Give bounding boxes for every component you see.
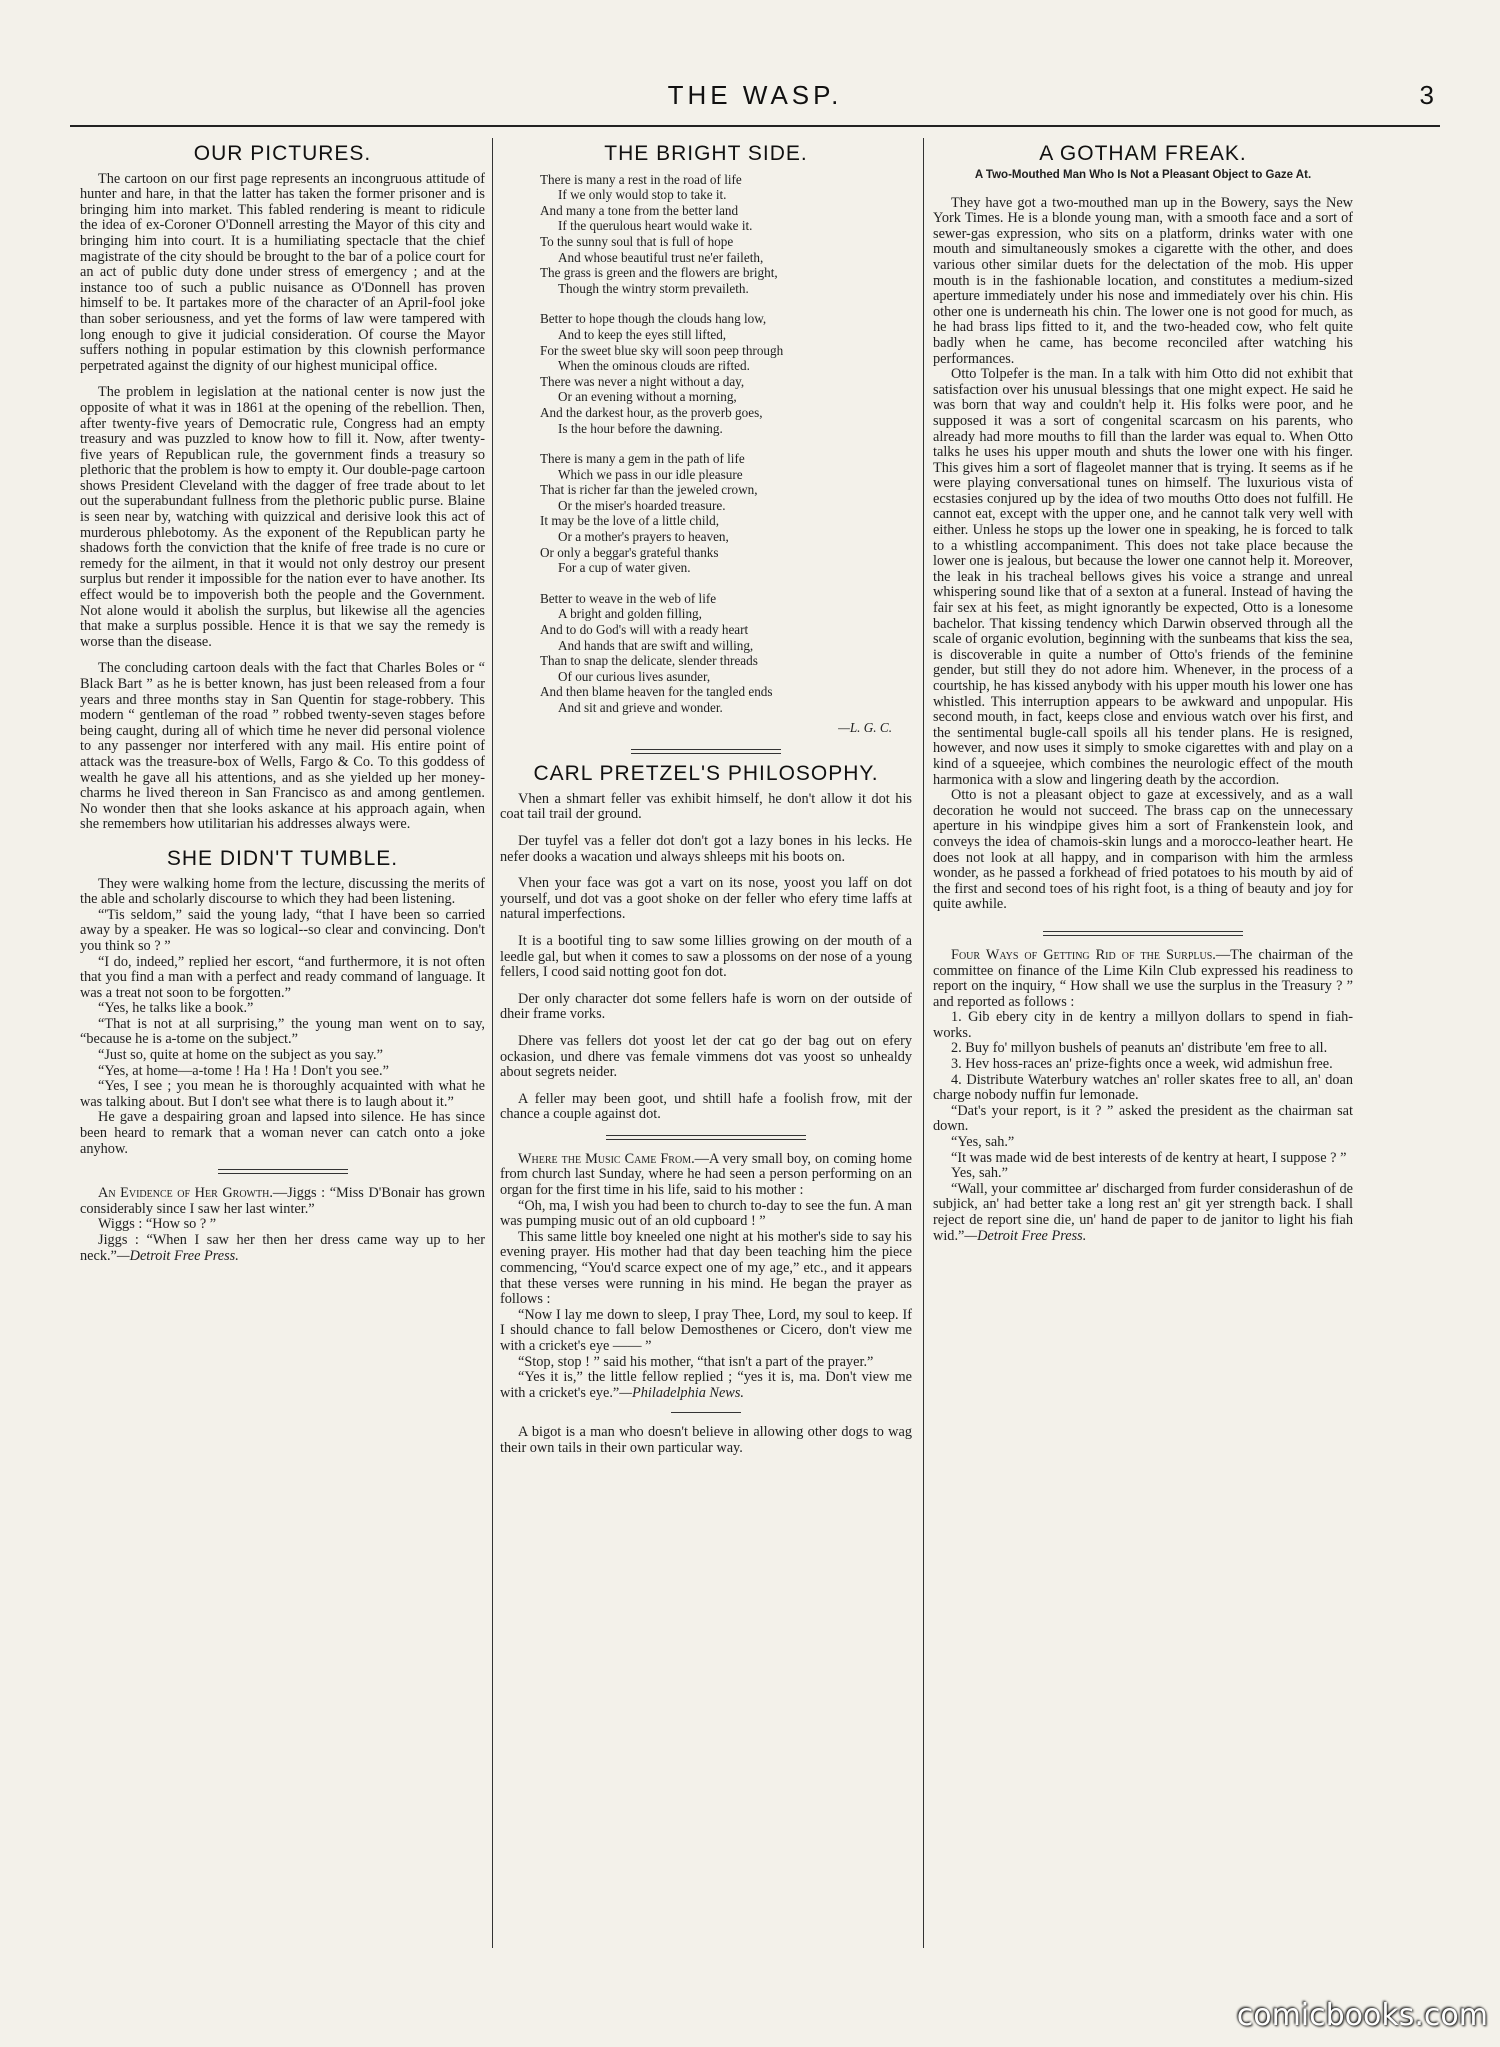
paragraph-surplus-end [933, 1182, 1353, 1244]
paragraph: Yes, sah.” [951, 1165, 1008, 1182]
paragraph: The cartoon on our first page represents an incongruous attitude of hunter and hare, in that the latter has taken the former prisoner and is bringing him into market. This fabled rendering is meant to ridicule the idea of ex-Coroner O'Donnell arresting the Mayor of this city and bringing him into court. It is a humiliating spectacle that the chief magistrate of the city should be brought to the bar of a police court for an act of public duty done under stress of emergency ; and at the instance too of such a public nuisance as O'Donnell has proven himself to be. It partakes more of the character of an April-fool joke than sober seriousness, and yet the forms of law were tampered with long enough to give it judicial consideration. Of course the Mayor suffers nothing in popular estimation by this clownish performance perpetrated against the dignity of our highest municipal office. [80, 170, 485, 374]
paragraph-evidence [80, 1186, 485, 1217]
item-lead: Four Ways of Getting Rid of the Surplus. [951, 946, 1216, 963]
list-item: 3. Hev hoss-races an' prize-fights once a week, wid admishun free. [951, 1056, 1333, 1073]
column-left [80, 140, 485, 1940]
paragraph: The problem in legislation at the national center is now just the opposite of what it was in 1861 at the opening of the rebellion. Then, after twenty-five years of Democratic rule, Congress had an empty treasury and was puzzled to know how to fill it. Now, after twenty-five years of Republican rule, the government finds a treasury so plethoric that the problem is how to empty it. Our double-page cartoon shows President Cleveland with the dagger of free trade about to let out the superabundant fullness from the plethoric public purse. Blaine is seen near by, watching with quizzical and derisive look this act of murderous phlebotomy. As the exponent of the Republican party he shadows forth the conviction that the knife of free trade is no cure or remedy for the ailment, in that it would not only destroy our present surplus but render it impossible for the nation ever to have another. Its effect would be to impoverish both the people and the Government. Not alone would it abolish the surplus, but likewise all the agencies that make a surplus possible. Hence it is that we say the remedy is worse than the disease. [80, 384, 485, 650]
item-lead: Where the Music Came From. [518, 1150, 695, 1167]
header-rule [70, 125, 1440, 127]
poem-line: Is the hour before the dawning. [558, 420, 723, 436]
item-text: —A very small boy, on coming home from church last Sunday, where he had seen a person performing on an organ for the first time in his life, said to his mother : [500, 1150, 912, 1199]
column-middle [500, 140, 912, 1940]
paragraph: Der tuyfel vas a feller dot don't got a lazy bones in his lecks. He nefer dooks a wacation und always shleeps mit his boots on. [500, 832, 912, 865]
paragraph: Vhen your face was got a vart on its nose, yoost you laff on dot yourself, und dot vas a goot shoke on der feller who efery time laffs at natural imperfections. [500, 875, 912, 923]
source-credit: —Philadelphia News. [619, 1384, 744, 1401]
subheadline: A Two-Mouthed Man Who Is Not a Pleasant Object to Gaze At. [974, 168, 1312, 181]
poem-line: To the sunny soul that is full of hope [540, 233, 734, 249]
poem-line: For the sweet blue sky will soon peep through [540, 342, 784, 358]
poem-line: Better to weave in the web of life [540, 590, 717, 606]
poem-line: And whose beautiful trust ne'er faileth, [558, 249, 764, 265]
column-divider-2 [923, 138, 924, 1948]
paragraph: “Dat's your report, is it ? ” asked the president as the chairman sat down. [933, 1102, 1353, 1135]
poem-line: And hands that are swift and willing, [558, 637, 754, 653]
paragraph: The concluding cartoon deals with the fact that Charles Boles or “ Black Bart ” as he is better known, has just been released from a four years and three months stay in San Quentin for stage-robbery. This modern “ gentleman of the road ” robbed twenty-seven stages before being caught, during all of which time he never did personal violence to any passenger nor interfered with any mail. His entire point of attack was the treasure-box of Wells, Fargo & Co. To this goddess of wealth he gave all his attentions, and as she yielded up her money-charms he lived thereon in San Francisco as and among gentlemen. No wonder then that she looks askance at his approach again, when she remembers how utilitarian his addresses always were. [80, 660, 485, 833]
source-credit: —Detroit Free Press. [964, 1227, 1087, 1244]
paragraph: Der only character dot some fellers hafe is worn on der outside of dheir frame vorks. [500, 990, 912, 1023]
paragraph: “That is not at all surprising,” the young man went on to say, “because he is a-tome on the subject.” [80, 1015, 485, 1048]
column-right [933, 140, 1353, 1940]
paragraph: “Yes, at home—a-tome ! Ha ! Ha ! Don't you see.” [98, 1062, 389, 1079]
poem-line: The grass is green and the flowers are bright, [540, 265, 778, 281]
paragraph: A feller may been goot, und shtill hafe a foolish frow, mit der chance a couple against dot. [500, 1090, 912, 1123]
paragraph: Otto Tolpefer is the man. In a talk with him Otto did not exhibit that satisfaction over his unusual blessings that one might expect. He said he was born that way and couldn't help it. His folks were poor, and he supposed it was a sort of congenital scarcasm on his parents, who already had more mouths to fill than the larder was equal to. When Otto talks he uses his upper mouth and shuts the lower one with his finger. This gives him a sort of flageolet manner that is trying. It seems as if he were playing conversational tunes on himself. The luxurious vista of ecstasies conjured up by the idea of two mouths Otto does not fulfill. He cannot eat, except with the upper one, and he cannot talk very well with either. Unless he stops up the lower one in speaking, he is forced to talk to a whistling accompaniment. This does not take place because the lower one is jealous, but because the lower one cannot help it. Moreover, the leak in his tracheal bellows gives his voice a strange and unreal whispering sound like that of a sexton at a funeral. Instead of having the fair sex at his feet, as might ignorantly be expected, Otto is a lonesome bachelor. That kissing tendency which Darwin observed through all the scale of organic evolution, beginning with the sunbeams that kiss the sea, is discoverable in quite a number of Otto's friends of the feminine gender, but still they do not adore him. Whenever, in the process of a courtship, he has kissed anybody with his upper mouth his lower one has whistled. This interruption appears to be awkward and unpopular. His second mouth, in fact, keeps close and envious watch over his first, and the sentimental bugle-call spoils all his tender plans. He is resigned, however, and now uses it simply to smoke cigarettes with and play on a kind of a squeejee, which combines the neurologic effect of the mouth harmonica with a slow and lingering death by the accordion. [933, 366, 1353, 788]
item-text: “Yes it is,” the little fellow replied ; “yes it is, ma. Don't view me with a cricket's eye.” [500, 1369, 912, 1401]
paragraph: “'Tis seldom,” said the young lady, “that I have been so carried away by a speaker. He was so logical--so clear and convincing. Don't you think so ? ” [80, 906, 485, 954]
paragraph: “Stop, stop ! ” said his mother, “that isn't a part of the prayer.” [518, 1353, 874, 1370]
poem-line: There is many a rest in the road of life [540, 171, 742, 187]
paragraph: He gave a despairing groan and lapsed into silence. He has since been heard to remark that a woman never can catch onto a joke anyhow. [80, 1109, 485, 1157]
poem-line: And then blame heaven for the tangled ends [540, 684, 773, 700]
paragraph: It is a bootiful ting to saw some lillies growing on der mouth of a leedle gal, but when it comes to saw a plossoms on der nose of a young fellers, I cood said notting goot fon dot. [500, 932, 912, 981]
headline-our-pictures: OUR PICTURES. [193, 142, 372, 165]
section-divider [1043, 931, 1243, 936]
list-item: 4. Distribute Waterbury watches an' roller skates free to all, an' doan charge nobody nuffin fur lemonade. [933, 1071, 1353, 1104]
stanza [540, 172, 912, 297]
paragraph: They were walking home from the lecture, discussing the merits of the able and scholarly discourse to which they had been listening. [80, 875, 485, 908]
poem-line: That is richer far than the jeweled crown, [540, 482, 758, 498]
paragraph: Vhen a shmart feller vas exhibit himself, he don't allow it dot his coat tail trail der ground. [500, 790, 912, 823]
paragraph: They have got a two-mouthed man up in the Bowery, says the New York Times. He is a blonde young man, with a smooth face and a sort of sewer-gas expression, who sits on a platform, drinks water with one mouth and simultaneously smokes a cigarette with the other, and does various other similar duets for the delectation of the mob. His upper mouth is in the fashionable location, and constitutes a medium-sized aperture immediately under his nose and immediately over his chin. His other one is underneath his chin. The lower one is not good for much, as he had brass lips fitted to it, and the two-headed cow, who felt quite badly when he came, has become reconciled after watching his performances. [933, 194, 1353, 367]
section-divider [671, 1412, 741, 1413]
paragraph: “I do, indeed,” replied her escort, “and furthermore, it is not often that you find a man with a perfect and ready command of language. It was a treat not soon to be forgotten.” [80, 953, 485, 1001]
stanza [540, 451, 912, 576]
poem-line: Which we pass in our idle pleasure [558, 466, 743, 482]
paragraph: “Yes, he talks like a book.” [98, 1000, 254, 1017]
paragraph: Wiggs : “How so ? ” [98, 1216, 217, 1233]
running-head [70, 80, 1440, 120]
paragraph: Dhere vas fellers dot yoost let der cat go der bag out on efery ockasion, und dhere vas female vimmens dot vas yoost so unhealdy about segrets neider. [500, 1032, 912, 1081]
item-text: —The chairman of the committee on finance of the Lime Kiln Club expressed his readiness to report on the inquiry, “ How shall we use the surplus in the Treasury ? ” and reported as follows : [933, 946, 1353, 1010]
stanza [540, 311, 912, 436]
paragraph: “Just so, quite at home on the subject as you say.” [98, 1047, 383, 1064]
item-text: “Wall, your committee ar' discharged from furder considerashun of de subjick, an' had better take a long rest an' git yer strength back. I shall reject de report sine die, un' hand de paper to de janitor to light his fiah wid.” [933, 1180, 1353, 1244]
poem-line: Though the wintry storm prevaileth. [558, 280, 749, 296]
watermark: comicbooks.com [1236, 1998, 1488, 2033]
poem-line: It may be the love of a little child, [540, 513, 720, 529]
headline-bright-side: THE BRIGHT SIDE. [604, 142, 808, 165]
poem-line: And many a tone from the better land [540, 202, 739, 218]
poem-line: Or a mother's prayers to heaven, [558, 529, 729, 545]
paragraph-surplus [933, 948, 1353, 1010]
paragraph-music-end [500, 1370, 912, 1401]
headline-pretzel: CARL PRETZEL'S PHILOSOPHY. [533, 762, 879, 786]
poem-line: If we only would stop to take it. [558, 187, 727, 203]
paragraph: “Now I lay me down to sleep, I pray Thee, Lord, my soul to keep. If I should chance to fall below Demosthenes or Cicero, don't view me with a cricket's eye —— ” [500, 1306, 912, 1354]
paragraph-bigot: A bigot is a man who doesn't believe in allowing other dogs to wag their own tails in their own particular way. [500, 1424, 912, 1456]
column-divider-1 [492, 138, 493, 1948]
headline-gotham-freak: A GOTHAM FREAK. [1039, 142, 1247, 165]
poem-line: Or an evening without a morning, [558, 389, 737, 405]
item-text: —Jiggs : “Miss D'Bonair has grown considerably since I saw her last winter.” [80, 1185, 485, 1217]
paragraph: This same little boy kneeled one night at his mother's side to say his evening prayer. His mother had that day been teaching him the piece commencing, “You'd scarce expect one of my age,” etc., and it appears that these verses were running in his mind. He began the prayer as follows : [500, 1228, 912, 1308]
poem-line: Or only a beggar's grateful thanks [540, 544, 719, 560]
list-item: 2. Buy fo' millyon bushels of peanuts an' distribute 'em free to all. [951, 1040, 1328, 1057]
item-lead: An Evidence of Her Growth. [98, 1185, 273, 1202]
poem-line: There was never a night without a day, [540, 373, 745, 389]
source-credit: —Detroit Free Press. [116, 1247, 239, 1264]
poem [540, 172, 912, 736]
list-item: 1. Gib ebery city in de kentry a millyon dollars to spend in fiah-works. [933, 1009, 1353, 1041]
poem-signature: —L. G. C. [838, 719, 892, 735]
poem-line: When the ominous clouds are rifted. [558, 358, 750, 374]
poem-line: Of our curious lives asunder, [558, 668, 711, 684]
poem-line: Better to hope though the clouds hang low, [540, 311, 767, 327]
section-divider [631, 749, 781, 754]
paragraph-evidence-end [80, 1233, 485, 1264]
poem-line: For a cup of water given. [558, 560, 691, 576]
masthead: THE WASP. [667, 80, 843, 110]
item-text: Jiggs : “When I saw her then her dress came way up to her neck.” [80, 1232, 485, 1264]
section-divider [218, 1169, 348, 1174]
paragraph: Otto is not a pleasant object to gaze at excessively, and as a wall decoration he would not succeed. The brass cap on the unnecessary aperture in his windpipe gives him a sort of Frankenstein look, and conveys the idea of chamois-skin lungs and a morocco-leather heart. He does not look at all happy, and in comparison with him the armless wonder, as he passed a forkhead of fried potatoes to his mouth by aid of the first and second toes of his right foot, is a thing of beauty and joy for quite awhile. [933, 787, 1353, 913]
section-divider [606, 1135, 806, 1140]
paragraph: “Yes, I see ; you mean he is thoroughly acquainted with what he was talking about. But I don't see what there is to laugh about it.” [80, 1078, 485, 1110]
paragraph: “It was made wid de best interests of de kentry at heart, I suppose ? ” [951, 1149, 1347, 1166]
paragraph-music [500, 1152, 912, 1199]
poem-line: And to do God's will with a ready heart [540, 622, 749, 638]
poem-line: A bright and golden filling, [558, 606, 702, 622]
poem-line: And the darkest hour, as the proverb goes, [540, 404, 763, 420]
paragraph: “Oh, ma, I wish you had been to church to-day to see the fun. A man was pumping music out of an old cupboard ! ” [500, 1197, 912, 1230]
headline-she-didnt-tumble: SHE DIDN'T TUMBLE. [166, 846, 399, 870]
poem-line: There is many a gem in the path of life [540, 451, 745, 467]
paragraph: “Yes, sah.” [951, 1134, 1015, 1151]
page-number: 3 [1419, 80, 1434, 110]
stanza [540, 591, 912, 716]
poem-line: If the querulous heart would wake it. [558, 218, 753, 234]
poem-line: And sit and grieve and wonder. [558, 700, 723, 715]
poem-line: And to keep the eyes still lifted, [558, 326, 727, 342]
poem-line: Or the miser's hoarded treasure. [558, 497, 726, 513]
poem-line: Than to snap the delicate, slender threads [540, 653, 758, 669]
